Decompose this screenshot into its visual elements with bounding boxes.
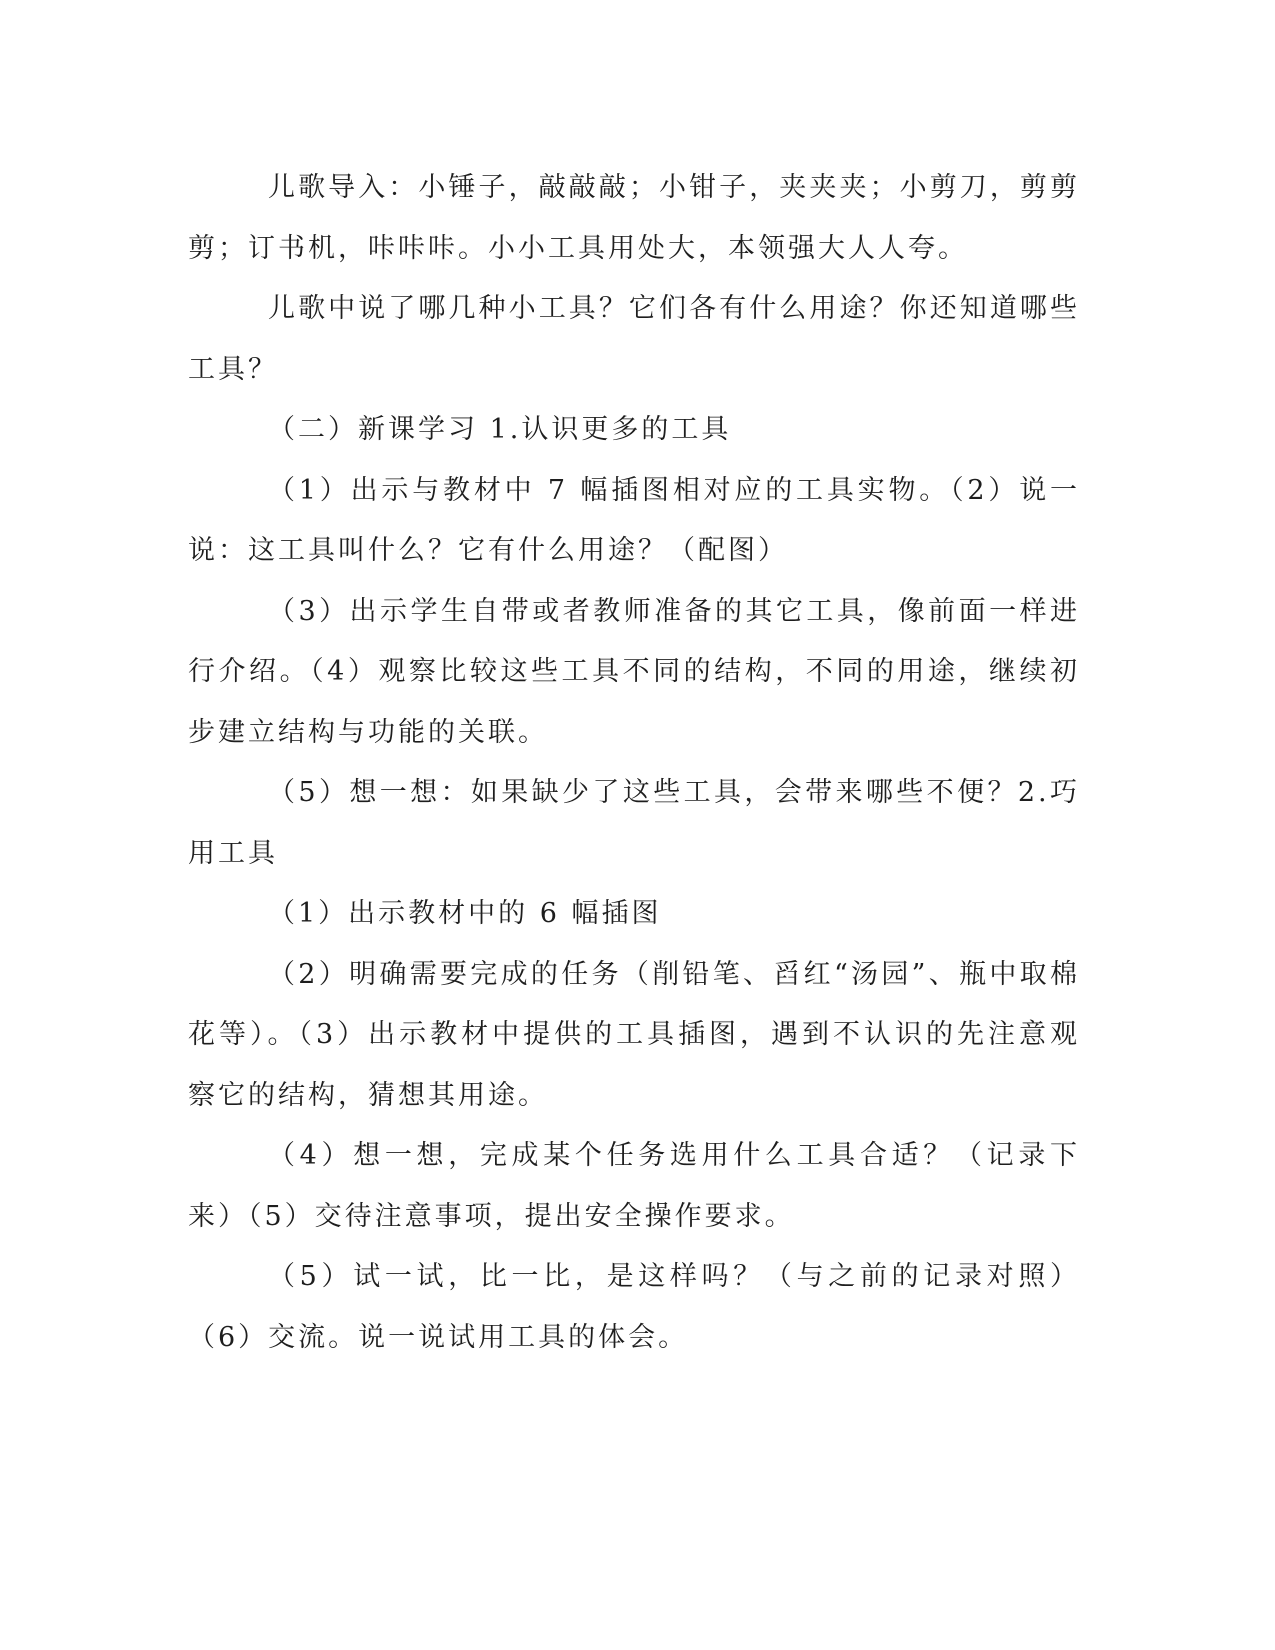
paragraph-9: （4）想一想，完成某个任务选用什么工具合适？（记录下来）（5）交待注意事项，提出安全操作要求。: [188, 1140, 1080, 1232]
paragraph-3: （二）新课学习 1.认识更多的工具: [268, 414, 732, 445]
paragraph-5: （3）出示学生自带或者教师准备的其它工具，像前面一样进行介绍。（4）观察比较这些工具不同的结构，不同的用途，继续初步建立结构与功能的关联。: [188, 595, 1080, 748]
paragraph-2: 儿歌中说了哪几种小工具？它们各有什么用途？你还知道哪些工具？: [188, 293, 1080, 385]
paragraph-4: （1）出示与教材中 7 幅插图相对应的工具实物。（2）说一说：这工具叫什么？它有什么用途？（配图）: [188, 474, 1080, 566]
document-body: [188, 158, 1080, 1368]
paragraph-7: （1）出示教材中的 6 幅插图: [268, 898, 662, 929]
paragraph-8: （2）明确需要完成的任务（削铅笔、舀红“汤园”、瓶中取棉花等）。（3）出示教材中提供的工具插图，遇到不认识的先注意观察它的结构，猜想其用途。: [188, 958, 1080, 1111]
paragraph-10: （5）试一试，比一比，是这样吗？（与之前的记录对照）（6）交流。说一说试用工具的体会。: [188, 1261, 1080, 1353]
paragraph-1: 儿歌导入：小锤子，敲敲敲；小钳子，夹夹夹；小剪刀，剪剪剪；订书机，咔咔咔。小小工具用处大，本领强大人人夸。: [188, 172, 1080, 264]
paragraph-6: （5）想一想：如果缺少了这些工具，会带来哪些不便？2.巧用工具: [188, 777, 1080, 869]
